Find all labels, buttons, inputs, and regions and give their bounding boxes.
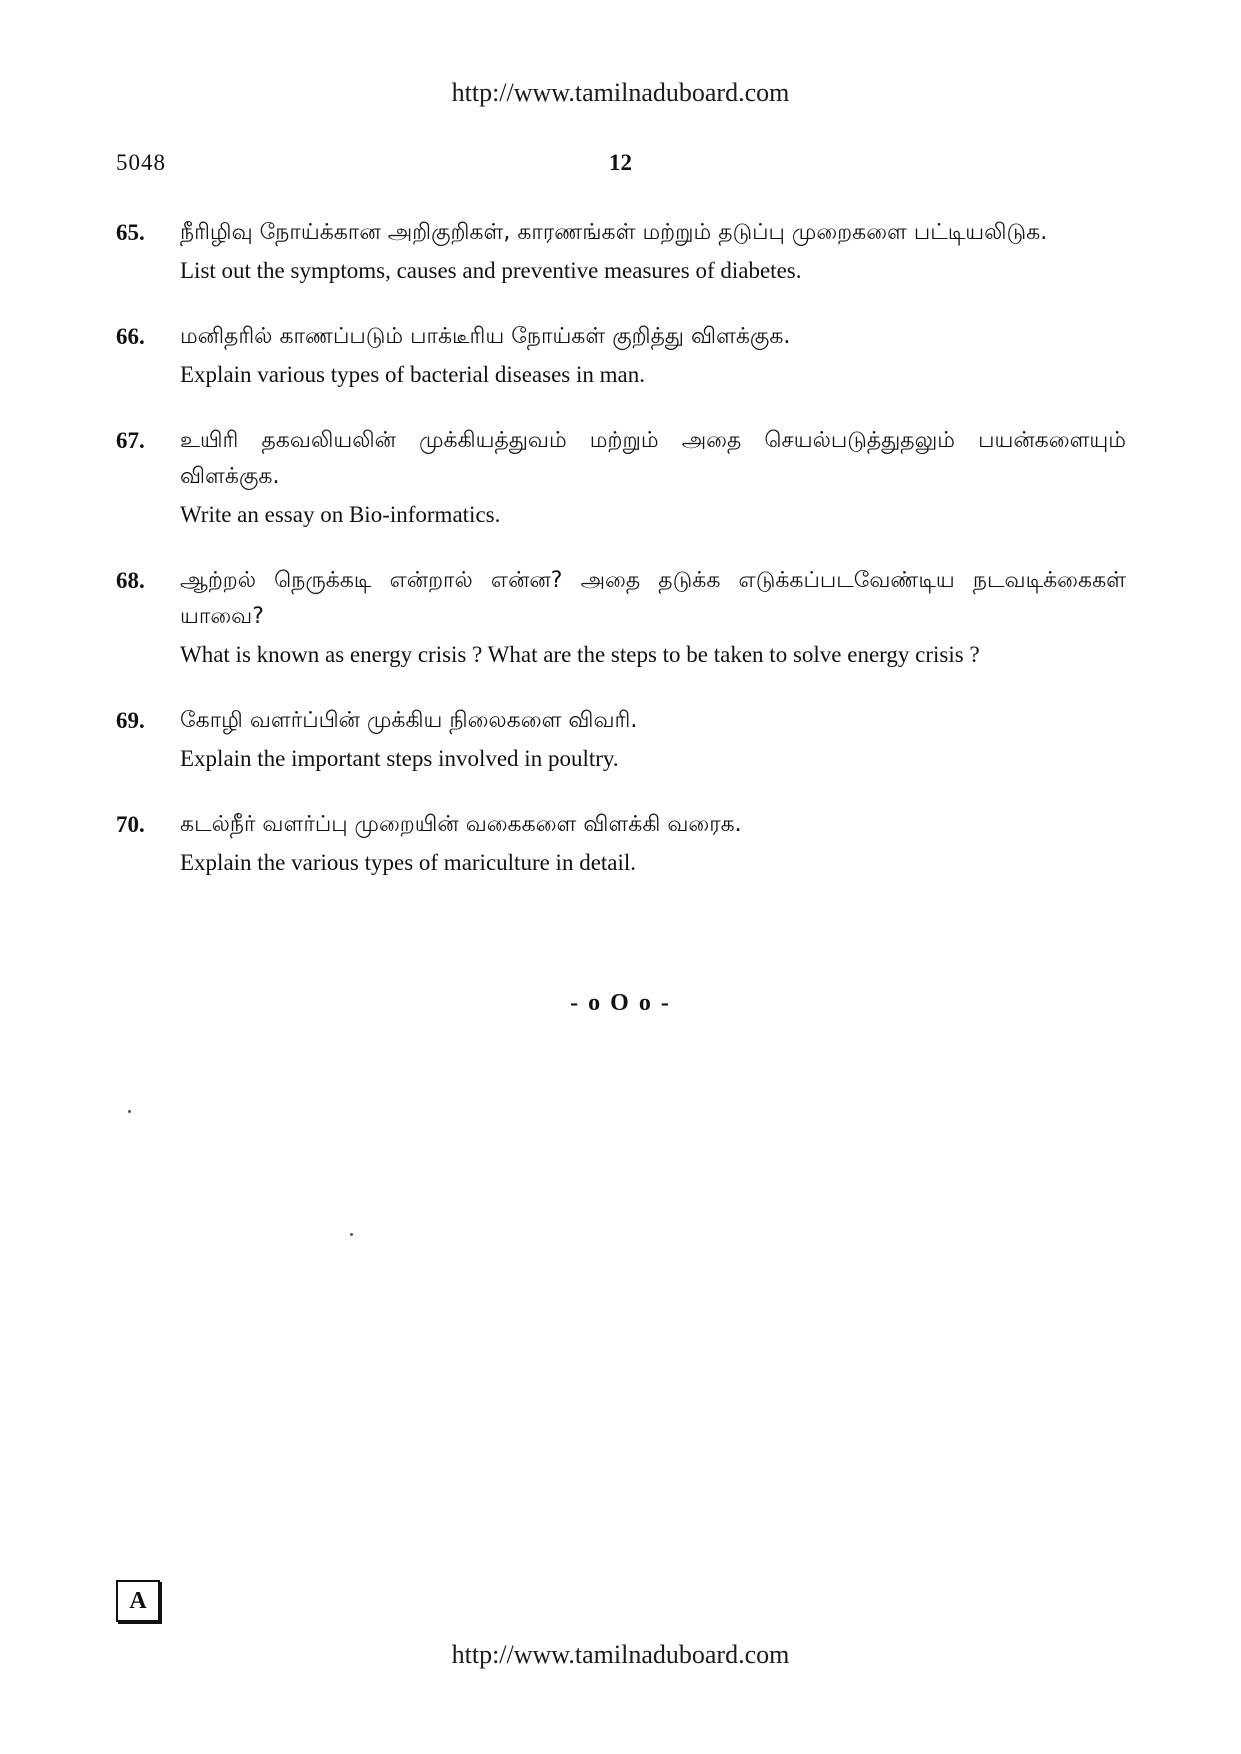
booklet-type-box (116, 1580, 160, 1622)
question-tamil-text: ஆற்றல் நெருக்கடி என்றால் என்ன? அதை தடுக்க எடுக்கப்படவேண்டிய நடவடிக்கைகள் யாவை? (180, 568, 1126, 629)
question-body (180, 215, 1126, 289)
end-of-paper-mark: - o O o - (570, 990, 671, 1016)
page-number: 12 (609, 150, 632, 175)
question-body (180, 563, 1126, 673)
question-tamil-text: மனிதரில் காணப்படும் பாக்டீரிய நோய்கள் குறித்து விளக்குக. (180, 324, 791, 349)
question-english-text: What is known as energy crisis ? What are the steps to be taken to solve energy crisis ? (180, 642, 980, 667)
question-english-text: List out the symptoms, causes and preventive measures of diabetes. (180, 258, 802, 283)
question-english-text: Write an essay on Bio-informatics. (180, 502, 501, 527)
scan-speck (350, 1233, 353, 1236)
question-english-text: Explain the important steps involved in poultry. (180, 746, 619, 771)
question-number: 69. (116, 708, 145, 733)
question-number: 70. (116, 812, 145, 837)
question-number: 67. (116, 428, 145, 453)
question-tamil-text: நீரிழிவு நோய்க்கான அறிகுறிகள், காரணங்கள் மற்றும் தடுப்பு முறைகளை பட்டியலிடுக. (180, 220, 1048, 245)
question-english-text: Explain various types of bacterial diseases in man. (180, 362, 645, 387)
question-68 (116, 563, 1126, 673)
question-body (180, 703, 1126, 777)
question-67 (116, 423, 1126, 533)
question-tamil-text: உயிரி தகவலியலின் முக்கியத்துவம் மற்றும் அதை செயல்படுத்துதலும் பயன்களையும் விளக்குக. (180, 428, 1126, 489)
question-70 (116, 807, 1126, 881)
question-number: 68. (116, 568, 145, 593)
scan-speck (128, 1110, 131, 1113)
question-number: 66. (116, 324, 145, 349)
question-body (180, 807, 1126, 881)
footer-url: http://www.tamilnaduboard.com (451, 1640, 790, 1669)
question-list (116, 215, 1126, 911)
question-65 (116, 215, 1126, 289)
header-url: http://www.tamilnaduboard.com (451, 78, 790, 107)
question-body (180, 423, 1126, 533)
question-tamil-text: கடல்நீர் வளர்ப்பு முறையின் வகைகளை விளக்கி வரைக. (180, 812, 742, 837)
question-number: 65. (116, 220, 145, 245)
question-english-text: Explain the various types of mariculture in detail. (180, 850, 637, 875)
question-body (180, 319, 1126, 393)
question-69 (116, 703, 1126, 777)
question-tamil-text: கோழி வளர்ப்பின் முக்கிய நிலைகளை விவரி. (180, 708, 638, 733)
question-66 (116, 319, 1126, 393)
booklet-type-letter: A (129, 1587, 147, 1614)
paper-code: 5048 (116, 150, 166, 175)
